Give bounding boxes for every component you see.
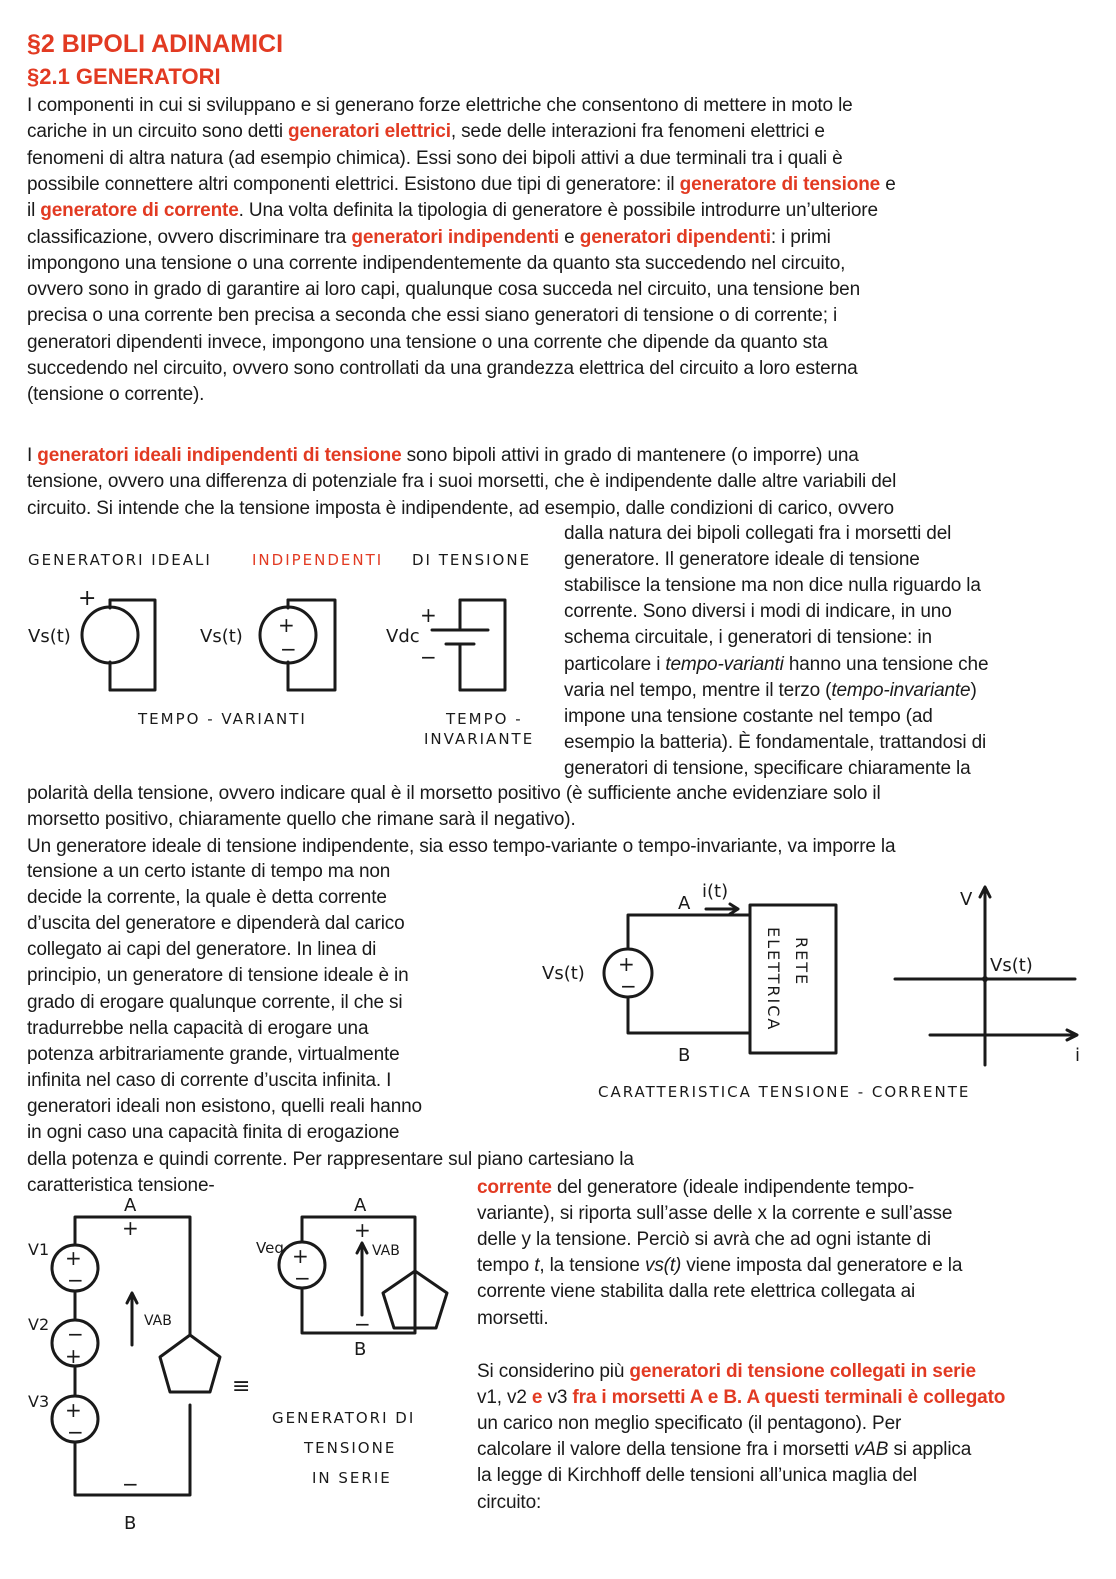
text-span: la legge di Kirchhoff delle tensioni all’unica maglia del [477,1465,917,1487]
fig3-minus-2: − [67,1322,84,1346]
text-line [27,444,859,468]
text-span: grado di erogare qualunque corrente, il che si [27,991,403,1013]
highlight-term: fra i morsetti A e B. A questi terminali è collegato [567,1387,1006,1409]
fig3-v3: V3 [28,1392,50,1411]
highlight-term: t [534,1255,540,1277]
text-line [564,522,951,546]
text-span: (tensione o corrente). [27,384,205,406]
fig2-char-label: Vs(t) [990,955,1033,976]
fig3-eq-node-a: A [354,1195,367,1216]
text-line [27,383,204,407]
fig1-plus-2: + [278,613,295,637]
text-span: esempio la batteria). È fondamentale, trattandosi di [564,731,987,753]
text-line [477,1491,541,1515]
text-span: precisa o una corrente ben precisa a seconda che essi siano generatori di tensione o di corrente; i [27,305,838,327]
text-span: Si considerino più [477,1361,630,1382]
source-load-circuit [542,881,836,1066]
text-line [27,835,895,859]
text-span: d’uscita del generatore e dipenderà dal carico [27,913,405,935]
text-span: . Una volta definita la tipologia di generatore è possibile introdurre un’ulteriore [238,200,878,222]
highlight-term: generatore di tensione [679,173,881,195]
highlight-term: generatori ideali indipendenti di tensione [37,445,402,466]
time-varying-source-2 [200,600,335,690]
text-span: ) [970,679,977,701]
fig3-minus-3: − [67,1420,84,1444]
highlight-term: generatori dipendenti [579,226,771,248]
text-line [27,357,858,381]
fig1-caption-right-2: INVARIANTE [424,730,535,748]
text-span: in ogni caso una capacità finita di erogazione [27,1122,400,1143]
text-line [27,1017,368,1041]
text-span: della potenza e quindi corrente. Per rappresentare sul piano cartesiano la [27,1149,634,1170]
highlight-term: vAB [853,1439,889,1461]
text-line [564,574,981,598]
text-line [477,1202,952,1226]
fig3-eq-plus: + [292,1244,309,1268]
text-span: il [27,200,41,222]
fig2-box-elettrica: ELETTRICA [764,927,783,1032]
figure-series-generators [20,1195,470,1540]
text-line [27,94,853,118]
fig2-axis-i: i [1075,1045,1081,1066]
fig2-vs: Vs(t) [542,963,585,984]
text-line [27,147,843,171]
text-span: succedendo nel circuito, ovvero sono controllati da una grandezza elettrica del circuito a loro esterna [27,358,858,379]
dc-battery-source [386,600,505,690]
figure-ideal-generators [20,540,550,750]
equivalent-circuit [256,1195,447,1360]
fig1-vs-1: Vs(t) [28,626,71,647]
text-line [477,1254,962,1278]
text-line [27,1043,400,1067]
text-span: tempo [477,1255,535,1277]
text-span: impone una tensione costante nel tempo (ad [564,705,933,727]
fig1-plus-1: + [78,586,97,611]
highlight-term: tempo-varianti [665,653,784,675]
text-line [27,886,387,910]
text-span: morsetti. [477,1307,549,1329]
fig2-node-a: A [678,893,691,914]
text-span: variante), si riporta sull’asse delle x la corrente e sull’asse [477,1203,953,1225]
text-span: e [559,226,580,248]
text-span: v3 [547,1387,568,1409]
text-line [27,860,390,884]
text-line [477,1438,971,1462]
fig3-v1: V1 [28,1240,50,1259]
fig3-v2: V2 [28,1315,50,1334]
highlight-term: generatore di corrente [40,200,239,222]
text-line [27,1095,422,1119]
text-span: morsetto positivo, chiaramente quello che rimane sarà il negativo). [27,809,576,831]
fig3-veq: Veq [256,1239,284,1257]
fig3-minus-1: − [67,1268,84,1292]
text-line [27,912,405,936]
fig3-equiv: ≡ [232,1374,251,1399]
text-line [564,653,988,677]
fig2-axis-v: V [960,889,973,910]
text-span: un carico non meglio specificato (il pentagono). Per [477,1413,902,1435]
text-span: si applica [888,1439,972,1461]
text-span: delle y la tensione. Perciò si avrà che ad ogni istante di [477,1229,931,1251]
text-span: potenza arbitrariamente grande, virtualmente [27,1043,400,1065]
text-line [477,1228,931,1252]
fig3-caption-2: TENSIONE [304,1439,397,1457]
time-varying-source-1 [28,586,155,690]
text-span: cariche in un circuito sono detti [27,121,289,143]
text-line [564,757,971,781]
text-span: I componenti in cui si sviluppano e si generano forze elettriche che consentono di mettere in moto le [27,95,853,116]
fig3-node-a-plus: + [122,1216,139,1240]
text-line [27,964,409,988]
fig3-eq-node-b: B [354,1339,367,1360]
text-span: corrente. Sono diversi i modi di indicare, in uno [564,601,952,623]
text-span: varia nel tempo, mentre il terzo ( [564,679,832,701]
text-line [477,1176,914,1200]
text-span: generatori ideali non esistono, quelli reali hanno [27,1095,422,1117]
text-span: , la tensione [539,1255,645,1277]
fig1-caption-right-1: TEMPO - [446,710,523,728]
text-span: possibile connettere altri componenti elettrici. Esistono due tipi di generatore: il [27,173,680,195]
text-line [27,1069,391,1093]
text-span: generatori di tensione, specificare chiaramente la [564,757,971,779]
text-line [477,1386,1005,1410]
text-span: dalla natura dei bipoli collegati fra i morsetti del [564,523,952,544]
fig1-vdc: Vdc [386,626,420,647]
subsection-title: §2.1 GENERATORI [27,64,221,89]
text-span: e [880,173,896,195]
highlight-term: generatori indipendenti [351,226,560,248]
characteristic-plot [895,887,1080,1066]
fig3-eq-minus-b: − [354,1312,371,1336]
fig3-node-a: A [124,1195,137,1216]
text-span: polarità della tensione, ovvero indicare qual è il morsetto positivo (è sufficiente anche evidenziare solo il [27,783,881,804]
text-line [477,1464,917,1488]
fig3-eq-plus-a: + [354,1218,371,1242]
text-span: sono bipoli attivi in grado di mantenere (o imporre) una [401,445,859,466]
fig3-vab: VAB [144,1313,172,1329]
text-line [27,991,402,1015]
text-span: calcolare il valore della tensione fra i morsetti [477,1439,854,1461]
text-span: collegato ai capi del generatore. In linea di [27,939,377,961]
text-line [27,199,878,223]
fig1-title-c: DI TENSIONE [412,551,532,569]
fig1-vs-2: Vs(t) [200,626,243,647]
text-line [27,120,825,144]
text-span: circuito. Si intende che la tensione imposta è indipendente, ad esempio, dalle condizioni di carico, ovvero [27,497,894,519]
highlight-term: e [526,1387,548,1409]
text-span: del generatore (ideale indipendente tempo- [551,1177,915,1198]
text-span: I [27,445,38,466]
text-line [564,600,952,624]
section-title: §2 BIPOLI ADINAMICI [27,30,284,58]
text-span: particolare i [564,653,666,675]
fig1-minus-2: − [280,637,297,661]
text-span: classificazione, ovvero discriminare tra [27,226,352,248]
fig3-plus-3: + [65,1398,82,1422]
text-line [27,938,376,962]
fig2-plus: + [618,952,635,976]
text-span: viene imposta dal generatore e la [681,1255,963,1277]
highlight-term: tempo-invariante [831,679,971,701]
fig3-caption-1: GENERATORI DI [272,1409,416,1427]
fig3-caption-3: IN SERIE [312,1469,392,1487]
text-span: tensione a un certo istante di tempo ma non [27,861,391,882]
text-span: v1, v2 [477,1387,527,1409]
text-line [27,1121,399,1145]
fig1-plus-3: + [420,603,437,627]
fig1-title-a: GENERATORI IDEALI [28,551,212,569]
text-span: fenomeni di altra natura (ad esempio chimica). Essi sono dei bipoli attivi a due terminali tra i quali è [27,147,843,169]
text-line [27,808,576,832]
text-span: corrente viene stabilita dalla rete elettrica collegata ai [477,1281,916,1303]
text-line [564,679,977,703]
text-span: principio, un generatore di tensione ideale è in [27,965,409,987]
fig3-eq-minus: − [294,1266,311,1290]
text-span: Un generatore ideale di tensione indipendente, sia esso tempo-variante o tempo-invariante, va imporre la [27,835,896,857]
text-span: impongono una tensione o una corrente indipendentemente da quanto sta succedendo nel circuito, [27,252,846,274]
text-span: : i primi [770,226,831,248]
text-line [27,470,896,494]
text-line [27,252,845,276]
text-line [564,548,920,572]
text-span: caratteristica tensione- [27,1175,215,1196]
text-line [477,1412,901,1436]
fig3-eq-vab: VAB [372,1243,400,1259]
highlight-term: generatori elettrici [288,121,451,143]
text-span: decide la corrente, la quale è detta corrente [27,887,387,909]
fig2-minus: − [620,974,637,998]
highlight-term: generatori di tensione collegati in serie [629,1361,976,1382]
text-span: schema circuitale, i generatori di tensione: in [564,627,932,649]
fig3-node-b-minus: − [122,1472,139,1496]
text-span: generatori dipendenti invece, impongono una tensione o una corrente che dipende da quanto sta [27,331,828,353]
text-span: stabilisce la tensione ma non dice nulla riguardo la [564,575,981,597]
text-line [477,1280,915,1304]
text-line [477,1360,976,1384]
fig3-node-b: B [124,1513,137,1534]
text-line [27,278,860,302]
figure-voltage-current-characteristic [530,875,1100,1105]
text-line [27,497,894,521]
text-line [27,782,881,806]
series-circuit [28,1195,220,1534]
text-span: tensione, ovvero una differenza di potenziale fra i suoi morsetti, che è indipendente dalle altre variabili del [27,471,897,493]
text-line [27,1148,634,1172]
fig2-caption: CARATTERISTICA TENSIONE - CORRENTE [598,1083,971,1101]
fig2-node-b: B [678,1045,691,1066]
fig1-caption-left: TEMPO - VARIANTI [138,710,307,728]
highlight-term: corrente [477,1177,552,1198]
fig3-plus-2: + [65,1344,82,1368]
fig2-current: i(t) [702,881,729,902]
text-span: circuito: [477,1491,542,1513]
text-line [564,626,932,650]
text-span: hanno una tensione che [783,653,989,675]
text-line [564,705,933,729]
text-span: generatore. Il generatore ideale di tensione [564,549,920,571]
text-line [27,226,831,250]
fig3-plus-1: + [65,1246,82,1270]
highlight-term: vs(t) [644,1255,682,1277]
text-span: tradurrebbe nella capacità di erogare una [27,1017,369,1039]
text-line [27,173,896,197]
text-span: , sede delle interazioni fra fenomeni elettrici e [450,121,825,143]
text-line [564,731,986,755]
text-span: infinita nel caso di corrente d’uscita infinita. I [27,1069,392,1091]
fig1-title-b: INDIPENDENTI [252,551,384,569]
text-line [477,1307,549,1331]
fig2-box-rete: RETE [792,937,811,987]
fig1-minus-3: − [420,645,437,669]
text-line [27,331,828,355]
text-line [27,304,837,328]
text-span: ovvero sono in grado di garantire ai loro capi, qualunque cosa succeda nel circuito, una tensione ben [27,279,861,301]
